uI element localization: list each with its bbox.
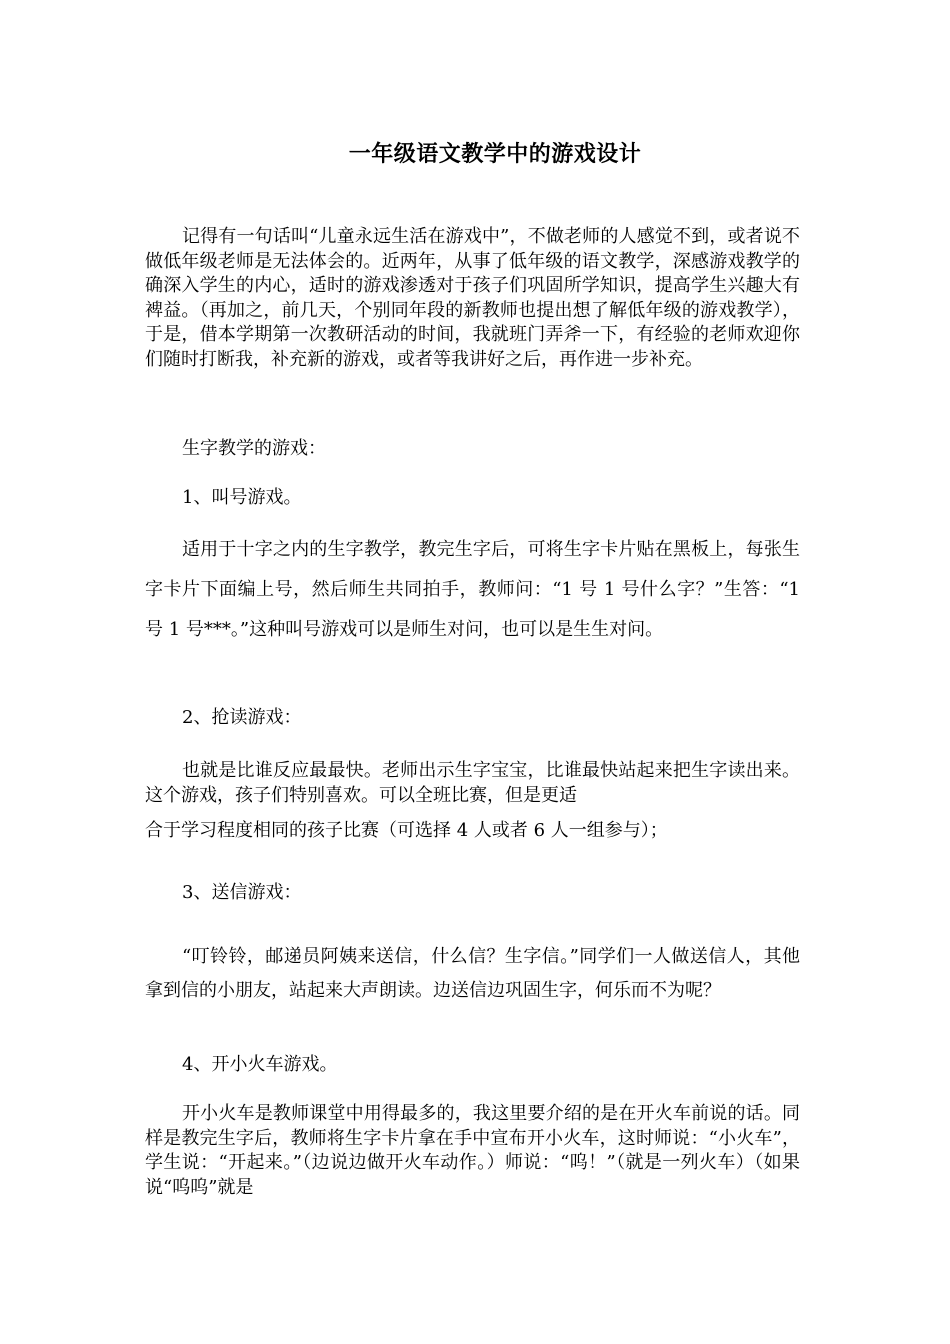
game4-title: 4、开小火车游戏。 [182, 1054, 338, 1075]
game2-text-b: 合于学习程度相同的孩子比赛（可选择 4 人或者 6 人一组参与）； [145, 820, 668, 841]
intro-paragraph: 记得有一句话叫“儿童永远生活在游戏中”，不做老师的人感觉不到，或者说不做低年级老师是无法体会的。近两年，从事了低年级的语文教学，深感游戏教学的确深入学生的内心，适时的游戏渗透对于孩子们巩固所学知识，提高学生兴趣大有裨益。（再加之，前几天，个别同年段的新教师也提出想了解低年级的游戏教学），于是，借本学期第一次教研活动的时间，我就班门弄斧一下，有经验的老师欢迎你们随时打断我，补充新的游戏，或者等我讲好之后，再作进一步补充。 [145, 226, 800, 370]
game1-text: 适用于十字之内的生字教学，教完生字后，可将生字卡片贴在黑板上，每张生字卡片下面编上号，然后师生共同拍手，教师问：“1 号 1 号什么字？”生答：“1 号 1 号***。”这种叫号游戏可以是师生对问，也可以是生生对问。 [145, 539, 800, 640]
section-heading: 生字教学的游戏： [182, 438, 326, 459]
game2-title: 2、抢读游戏： [182, 707, 302, 728]
game1-title: 1、叫号游戏。 [182, 487, 302, 508]
game4-text: 开小火车是教师课堂中用得最多的，我这里要介绍的是在开火车前说的话。同样是教完生字后，教师将生字卡片拿在手中宣布开小火车，这时师说：“小火车”，学生说：“开起来。”（边说边做开火车动作。）师说：“呜！”（就是一列火车）（如果说“呜呜”就是 [145, 1103, 800, 1198]
game2-text-a: 也就是比谁反应最最快。老师出示生字宝宝，比谁最快站起来把生字读出来。这个游戏，孩子们特别喜欢。可以全班比赛，但是更适 [145, 760, 800, 806]
game3-title: 3、送信游戏： [182, 882, 302, 903]
document-title: 一年级语文教学中的游戏设计 [348, 141, 642, 167]
game3-text: “叮铃铃，邮递员阿姨来送信，什么信？生字信。”同学们一人做送信人，其他拿到信的小朋友，站起来大声朗读。边送信边巩固生字，何乐而不为呢？ [145, 946, 800, 1001]
